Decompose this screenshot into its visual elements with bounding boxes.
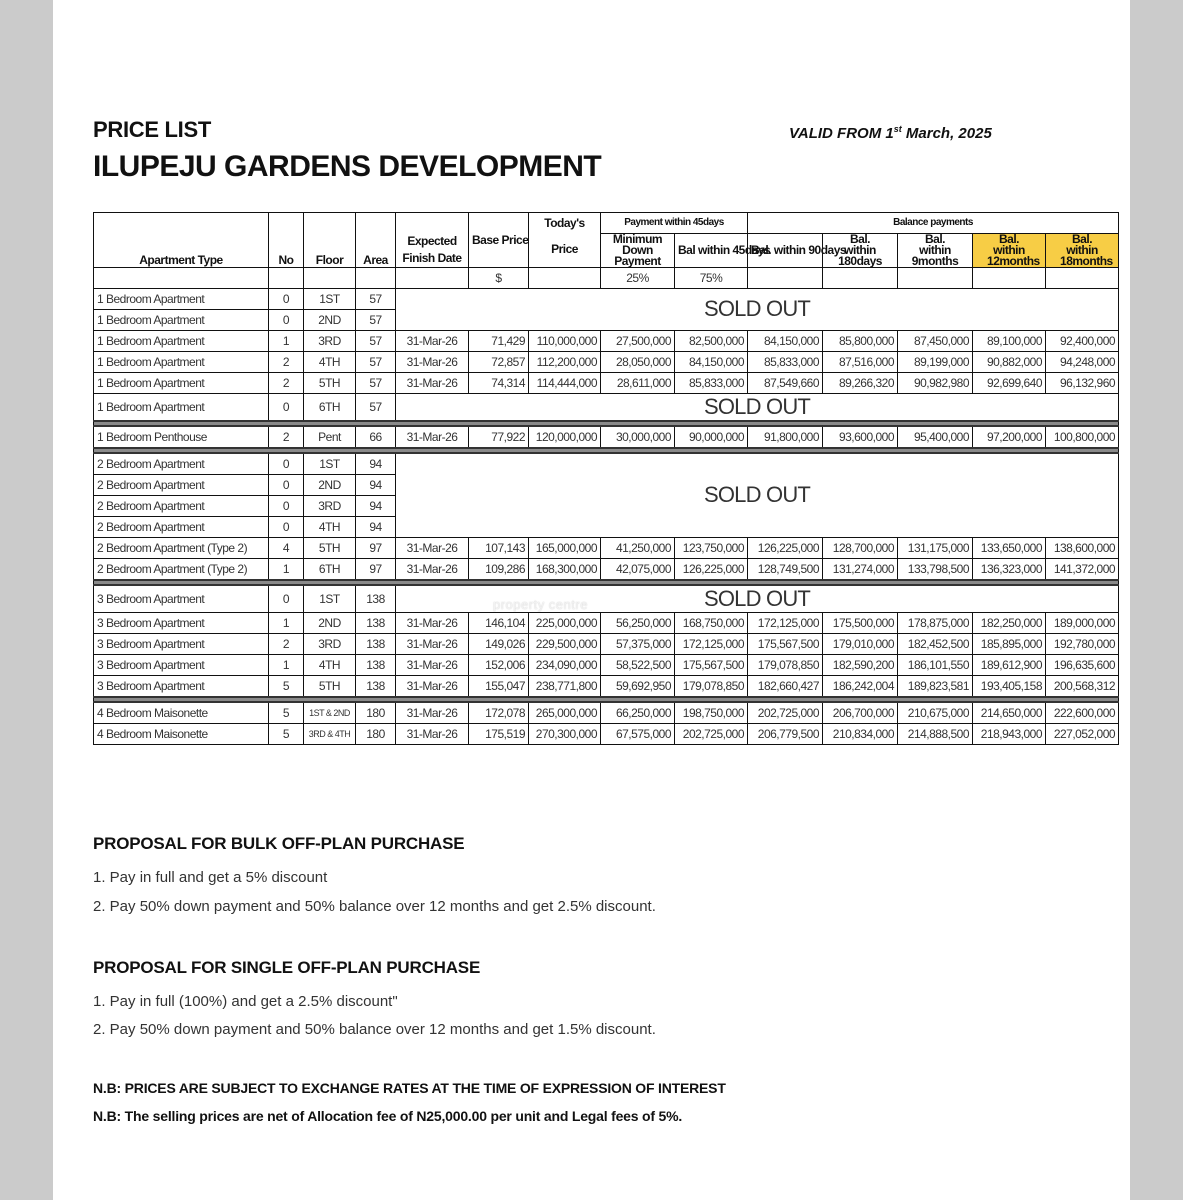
area-cell: 57	[356, 372, 396, 393]
apartment-type-cell: 2 Bedroom Apartment	[94, 516, 269, 537]
b90-cell: 202,725,000	[748, 702, 823, 724]
apartment-type-cell: 3 Bedroom Apartment	[94, 633, 269, 654]
b90-cell: 128,749,500	[748, 558, 823, 580]
b45-cell: 90,000,000	[675, 426, 748, 448]
b12m-cell: 136,323,000	[973, 558, 1046, 580]
col-bal-9months: Bal. within 9months	[898, 233, 973, 267]
finish-cell: 31-Mar-26	[396, 675, 469, 697]
units-available-cell: 2	[269, 426, 304, 448]
finish-cell: 31-Mar-26	[396, 372, 469, 393]
apartment-type-cell: 1 Bedroom Apartment	[94, 372, 269, 393]
col-min-down-payment: Minimum Down Payment	[601, 233, 675, 267]
base-cell: 72,857	[469, 351, 529, 372]
finish-cell: 31-Mar-26	[396, 537, 469, 558]
finish-cell: 31-Mar-26	[396, 654, 469, 675]
finish-cell: 31-Mar-26	[396, 633, 469, 654]
today-cell: 225,000,000	[529, 612, 601, 633]
finish-cell: 31-Mar-26	[396, 330, 469, 351]
floor-cell: 6TH	[304, 393, 356, 421]
area-cell: 94	[356, 516, 396, 537]
apartment-type-cell: 1 Bedroom Apartment	[94, 288, 269, 309]
group-balance-payments: Balance payments	[748, 213, 1119, 234]
b12m-cell: 89,100,000	[973, 330, 1046, 351]
floor-cell: 4TH	[304, 654, 356, 675]
b90-cell: 84,150,000	[748, 330, 823, 351]
base-cell: 77,922	[469, 426, 529, 448]
b180-cell: 210,834,000	[823, 723, 898, 744]
area-cell: 138	[356, 585, 396, 613]
today-cell: 168,300,000	[529, 558, 601, 580]
down-cell: 66,250,000	[601, 702, 675, 724]
col-area: Area	[356, 213, 396, 268]
area-cell: 138	[356, 633, 396, 654]
table-row	[94, 558, 1119, 580]
base-cell: 149,026	[469, 633, 529, 654]
units-available-cell: 1	[269, 654, 304, 675]
apartment-type-cell: 2 Bedroom Apartment (Type 2)	[94, 537, 269, 558]
b180-cell: 179,010,000	[823, 633, 898, 654]
down-cell: 56,250,000	[601, 612, 675, 633]
base-price-unit: $	[469, 267, 529, 288]
table-row	[94, 537, 1119, 558]
apartment-type-cell: 1 Bedroom Apartment	[94, 393, 269, 421]
area-cell: 138	[356, 654, 396, 675]
floor-cell: 1ST	[304, 453, 356, 475]
units-blank	[396, 267, 469, 288]
header-row-units	[94, 267, 1119, 288]
b18m-cell: 138,600,000	[1046, 537, 1119, 558]
price-table-body	[94, 288, 1119, 744]
area-cell: 57	[356, 351, 396, 372]
down-cell: 59,692,950	[601, 675, 675, 697]
units-available-cell: 2	[269, 351, 304, 372]
b18m-cell: 141,372,000	[1046, 558, 1119, 580]
apartment-type-cell: 3 Bedroom Apartment	[94, 654, 269, 675]
col-bal-180days: Bal. within 180days	[823, 233, 898, 267]
table-row	[94, 585, 1119, 613]
b9m-cell: 95,400,000	[898, 426, 973, 448]
base-cell: 175,519	[469, 723, 529, 744]
b18m-cell: 96,132,960	[1046, 372, 1119, 393]
sold-out-label: SOLD OUT	[396, 453, 1119, 538]
today-cell: 270,300,000	[529, 723, 601, 744]
floor-cell: 5TH	[304, 372, 356, 393]
finish-cell: 31-Mar-26	[396, 351, 469, 372]
table-row	[94, 330, 1119, 351]
b90-cell: 91,800,000	[748, 426, 823, 448]
price-table	[93, 212, 1119, 745]
b45-cell: 84,150,000	[675, 351, 748, 372]
apartment-type-cell: 4 Bedroom Maisonette	[94, 702, 269, 724]
valid-from-suffix: March, 2025	[901, 125, 992, 142]
b12m-cell: 133,650,000	[973, 537, 1046, 558]
bulk-proposal-item: 2. Pay 50% down payment and 50% balance over 12 months and get 2.5% discount.	[93, 898, 656, 915]
units-available-cell: 1	[269, 558, 304, 580]
development-title: ILUPEJU GARDENS DEVELOPMENT	[93, 150, 602, 183]
b45-cell: 85,833,000	[675, 372, 748, 393]
units-available-cell: 0	[269, 495, 304, 516]
sold-out-label: SOLD OUT	[396, 393, 1119, 421]
floor-cell: 1ST	[304, 585, 356, 613]
units-available-cell: 1	[269, 330, 304, 351]
b9m-cell: 87,450,000	[898, 330, 973, 351]
b18m-cell: 92,400,000	[1046, 330, 1119, 351]
table-row	[94, 654, 1119, 675]
col-todays-price-top: Today's	[529, 213, 601, 234]
table-row	[94, 426, 1119, 448]
area-cell: 138	[356, 675, 396, 697]
apartment-type-cell: 3 Bedroom Apartment	[94, 675, 269, 697]
area-cell: 57	[356, 309, 396, 330]
units-available-cell: 1	[269, 612, 304, 633]
table-row	[94, 702, 1119, 724]
watermark: property centre	[493, 597, 588, 612]
units-available-cell: 2	[269, 372, 304, 393]
col-no: No	[269, 213, 304, 268]
area-cell: 97	[356, 558, 396, 580]
table-row	[94, 675, 1119, 697]
b45-cell: 198,750,000	[675, 702, 748, 724]
b9m-cell: 178,875,000	[898, 612, 973, 633]
today-cell: 234,090,000	[529, 654, 601, 675]
b180-cell: 182,590,200	[823, 654, 898, 675]
floor-cell: 4TH	[304, 351, 356, 372]
col-todays-price-bottom: Price	[529, 233, 601, 267]
down-cell: 27,500,000	[601, 330, 675, 351]
base-cell: 107,143	[469, 537, 529, 558]
units-available-cell: 0	[269, 516, 304, 537]
b18m-cell: 100,800,000	[1046, 426, 1119, 448]
b18m-cell: 196,635,600	[1046, 654, 1119, 675]
b180-cell: 85,800,000	[823, 330, 898, 351]
today-cell: 238,771,800	[529, 675, 601, 697]
apartment-type-cell: 1 Bedroom Apartment	[94, 330, 269, 351]
b45-cell: 123,750,000	[675, 537, 748, 558]
b90-cell: 172,125,000	[748, 612, 823, 633]
units-blank	[898, 267, 973, 288]
col-floor: Floor	[304, 213, 356, 268]
area-cell: 180	[356, 723, 396, 744]
units-blank	[1046, 267, 1119, 288]
area-cell: 66	[356, 426, 396, 448]
b18m-cell: 192,780,000	[1046, 633, 1119, 654]
b12m-cell: 185,895,000	[973, 633, 1046, 654]
finish-cell: 31-Mar-26	[396, 558, 469, 580]
note-allocation-fee: N.B: The selling prices are net of Allocation fee of N25,000.00 per unit and Legal fees of 5%.	[93, 1108, 683, 1124]
down-cell: 30,000,000	[601, 426, 675, 448]
apartment-type-cell: 1 Bedroom Penthouse	[94, 426, 269, 448]
down-cell: 67,575,000	[601, 723, 675, 744]
units-blank	[748, 267, 823, 288]
base-cell: 109,286	[469, 558, 529, 580]
b45-cell: 172,125,000	[675, 633, 748, 654]
area-cell: 57	[356, 393, 396, 421]
note-exchange-rates: N.B: PRICES ARE SUBJECT TO EXCHANGE RATES AT THE TIME OF EXPRESSION OF INTEREST	[93, 1080, 726, 1096]
sold-out-label: SOLD OUT	[396, 585, 1119, 613]
units-available-cell: 5	[269, 702, 304, 724]
today-cell: 120,000,000	[529, 426, 601, 448]
finish-cell: 31-Mar-26	[396, 702, 469, 724]
table-row	[94, 453, 1119, 475]
down-cell: 42,075,000	[601, 558, 675, 580]
apartment-type-cell: 1 Bedroom Apartment	[94, 309, 269, 330]
b12m-cell: 92,699,640	[973, 372, 1046, 393]
units-blank	[973, 267, 1046, 288]
b90-cell: 175,567,500	[748, 633, 823, 654]
floor-cell: 2ND	[304, 309, 356, 330]
b9m-cell: 90,982,980	[898, 372, 973, 393]
base-cell: 155,047	[469, 675, 529, 697]
floor-cell: 3RD	[304, 330, 356, 351]
area-cell: 138	[356, 612, 396, 633]
b12m-cell: 97,200,000	[973, 426, 1046, 448]
units-blank	[94, 267, 269, 288]
down-cell: 28,611,000	[601, 372, 675, 393]
units-blank	[823, 267, 898, 288]
floor-cell: 3RD & 4TH	[304, 723, 356, 744]
units-blank	[269, 267, 304, 288]
floor-cell: 1ST & 2ND	[304, 702, 356, 724]
floor-cell: 1ST	[304, 288, 356, 309]
table-row	[94, 393, 1119, 421]
col-apartment-type: Apartment Type	[94, 213, 269, 268]
b180-cell: 93,600,000	[823, 426, 898, 448]
units-available-cell: 0	[269, 474, 304, 495]
apartment-type-cell: 2 Bedroom Apartment	[94, 474, 269, 495]
b12m-cell: 193,405,158	[973, 675, 1046, 697]
b90-cell: 87,549,660	[748, 372, 823, 393]
b18m-cell: 200,568,312	[1046, 675, 1119, 697]
b18m-cell: 227,052,000	[1046, 723, 1119, 744]
units-blank	[356, 267, 396, 288]
header-row-top	[94, 213, 1119, 234]
b18m-cell: 189,000,000	[1046, 612, 1119, 633]
floor-cell: 5TH	[304, 675, 356, 697]
units-available-cell: 2	[269, 633, 304, 654]
units-available-cell: 5	[269, 723, 304, 744]
down-cell: 28,050,000	[601, 351, 675, 372]
b9m-cell: 131,175,000	[898, 537, 973, 558]
base-cell: 172,078	[469, 702, 529, 724]
floor-cell: 6TH	[304, 558, 356, 580]
area-cell: 94	[356, 495, 396, 516]
b45-cell: 179,078,850	[675, 675, 748, 697]
today-cell: 114,444,000	[529, 372, 601, 393]
b180-cell: 175,500,000	[823, 612, 898, 633]
b45-cell: 202,725,000	[675, 723, 748, 744]
base-cell: 146,104	[469, 612, 529, 633]
b180-cell: 131,274,000	[823, 558, 898, 580]
units-blank	[304, 267, 356, 288]
bulk-proposal-item: 1. Pay in full and get a 5% discount	[93, 869, 328, 886]
b180-cell: 128,700,000	[823, 537, 898, 558]
b9m-cell: 89,199,000	[898, 351, 973, 372]
area-cell: 57	[356, 288, 396, 309]
floor-cell: 2ND	[304, 474, 356, 495]
b180-cell: 186,242,004	[823, 675, 898, 697]
apartment-type-cell: 1 Bedroom Apartment	[94, 351, 269, 372]
units-available-cell: 0	[269, 309, 304, 330]
b12m-cell: 214,650,000	[973, 702, 1046, 724]
b9m-cell: 210,675,000	[898, 702, 973, 724]
bulk-proposal-title: PROPOSAL FOR BULK OFF-PLAN PURCHASE	[93, 834, 465, 853]
b180-cell: 87,516,000	[823, 351, 898, 372]
col-bal-18months: Bal. within 18months	[1046, 233, 1119, 267]
valid-from-sup: st	[893, 124, 902, 134]
b12m-cell: 90,882,000	[973, 351, 1046, 372]
b90-cell: 179,078,850	[748, 654, 823, 675]
single-proposal-item: 2. Pay 50% down payment and 50% balance over 12 months and get 1.5% discount.	[93, 1021, 656, 1038]
today-cell: 112,200,000	[529, 351, 601, 372]
down-cell: 41,250,000	[601, 537, 675, 558]
col-bal-90days: Bal. within 90days	[748, 233, 823, 267]
today-cell: 265,000,000	[529, 702, 601, 724]
b45-cell: 82,500,000	[675, 330, 748, 351]
today-cell: 229,500,000	[529, 633, 601, 654]
valid-from-prefix: VALID FROM 1	[789, 125, 894, 142]
finish-cell: 31-Mar-26	[396, 612, 469, 633]
b180-cell: 206,700,000	[823, 702, 898, 724]
units-available-cell: 0	[269, 585, 304, 613]
down-cell: 57,375,000	[601, 633, 675, 654]
price-list-label: PRICE LIST	[93, 117, 212, 142]
b18m-cell: 94,248,000	[1046, 351, 1119, 372]
area-cell: 57	[356, 330, 396, 351]
b9m-cell: 214,888,500	[898, 723, 973, 744]
floor-cell: 4TH	[304, 516, 356, 537]
bal-45-percent: 75%	[675, 267, 748, 288]
units-available-cell: 0	[269, 288, 304, 309]
floor-cell: 3RD	[304, 495, 356, 516]
finish-cell: 31-Mar-26	[396, 426, 469, 448]
single-proposal-title: PROPOSAL FOR SINGLE OFF-PLAN PURCHASE	[93, 958, 481, 977]
units-available-cell: 0	[269, 393, 304, 421]
table-row	[94, 372, 1119, 393]
b180-cell: 89,266,320	[823, 372, 898, 393]
apartment-type-cell: 2 Bedroom Apartment (Type 2)	[94, 558, 269, 580]
base-cell: 74,314	[469, 372, 529, 393]
col-bal-12months: Bal. within 12months	[973, 233, 1046, 267]
floor-cell: 5TH	[304, 537, 356, 558]
min-down-percent: 25%	[601, 267, 675, 288]
col-base-price: Base Price	[469, 213, 529, 268]
b45-cell: 126,225,000	[675, 558, 748, 580]
apartment-type-cell: 3 Bedroom Apartment	[94, 612, 269, 633]
down-cell: 58,522,500	[601, 654, 675, 675]
b12m-cell: 182,250,000	[973, 612, 1046, 633]
b45-cell: 168,750,000	[675, 612, 748, 633]
b45-cell: 175,567,500	[675, 654, 748, 675]
table-row	[94, 351, 1119, 372]
today-cell: 165,000,000	[529, 537, 601, 558]
units-available-cell: 5	[269, 675, 304, 697]
b9m-cell: 186,101,550	[898, 654, 973, 675]
apartment-type-cell: 2 Bedroom Apartment	[94, 453, 269, 475]
units-blank	[529, 267, 601, 288]
b12m-cell: 218,943,000	[973, 723, 1046, 744]
apartment-type-cell: 2 Bedroom Apartment	[94, 495, 269, 516]
floor-cell: 3RD	[304, 633, 356, 654]
today-cell: 110,000,000	[529, 330, 601, 351]
single-proposal-item: 1. Pay in full (100%) and get a 2.5% discount"	[93, 993, 398, 1010]
apartment-type-cell: 3 Bedroom Apartment	[94, 585, 269, 613]
area-cell: 180	[356, 702, 396, 724]
area-cell: 94	[356, 453, 396, 475]
table-row	[94, 288, 1119, 309]
b9m-cell: 189,823,581	[898, 675, 973, 697]
finish-cell: 31-Mar-26	[396, 723, 469, 744]
units-available-cell: 4	[269, 537, 304, 558]
floor-cell: Pent	[304, 426, 356, 448]
b90-cell: 126,225,000	[748, 537, 823, 558]
area-cell: 97	[356, 537, 396, 558]
price-list-page	[53, 0, 1130, 1200]
b12m-cell: 189,612,900	[973, 654, 1046, 675]
units-available-cell: 0	[269, 453, 304, 475]
col-finish-date: Expected Finish Date	[396, 213, 469, 268]
apartment-type-cell: 4 Bedroom Maisonette	[94, 723, 269, 744]
b9m-cell: 182,452,500	[898, 633, 973, 654]
b90-cell: 85,833,000	[748, 351, 823, 372]
floor-cell: 2ND	[304, 612, 356, 633]
area-cell: 94	[356, 474, 396, 495]
b90-cell: 206,779,500	[748, 723, 823, 744]
base-cell: 71,429	[469, 330, 529, 351]
b9m-cell: 133,798,500	[898, 558, 973, 580]
base-cell: 152,006	[469, 654, 529, 675]
sold-out-label: SOLD OUT	[396, 288, 1119, 330]
table-row	[94, 723, 1119, 744]
group-payment-45days: Payment within 45days	[601, 213, 748, 234]
table-row	[94, 612, 1119, 633]
valid-from-date	[789, 124, 992, 142]
col-bal-45days: Bal within 45days	[675, 233, 748, 267]
b18m-cell: 222,600,000	[1046, 702, 1119, 724]
table-row	[94, 633, 1119, 654]
b90-cell: 182,660,427	[748, 675, 823, 697]
